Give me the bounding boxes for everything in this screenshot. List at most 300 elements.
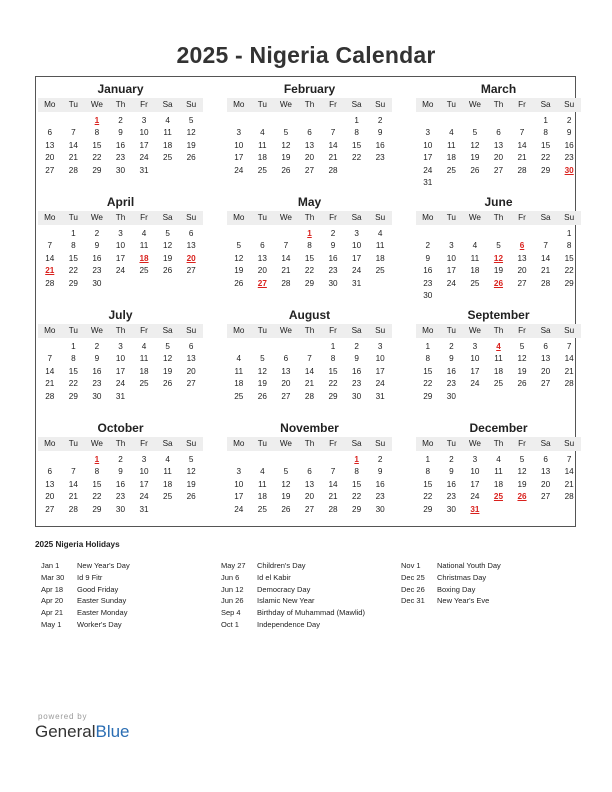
day-cell: 9 xyxy=(449,467,454,477)
weekday-label: Tu xyxy=(257,326,267,335)
day-cell: 28 xyxy=(328,504,338,514)
weekday-label: Mo xyxy=(44,100,56,109)
weekday-label: We xyxy=(468,213,481,222)
holiday-date: Jan 1 xyxy=(41,561,60,570)
day-cell: 24 xyxy=(446,278,456,288)
day-cell xyxy=(440,115,464,127)
week-row xyxy=(227,491,392,503)
day-cell: 2 xyxy=(94,229,100,238)
day-cell: 28 xyxy=(45,278,55,288)
day-cell: 22 xyxy=(423,379,433,389)
day-cell: 3 xyxy=(449,241,454,251)
day-cell: 5 xyxy=(472,128,478,138)
day-cell: 1 xyxy=(354,116,359,125)
day-cell: 21 xyxy=(68,492,78,502)
week-row xyxy=(416,466,581,478)
week-row xyxy=(227,341,392,353)
week-row xyxy=(38,491,203,503)
weekday-label: Fr xyxy=(329,100,337,109)
day-cell: 12 xyxy=(517,354,527,364)
day-cell: 17 xyxy=(115,366,126,376)
day-cell: 12 xyxy=(186,128,196,138)
day-cell: 13 xyxy=(281,366,291,376)
day-cell: 14 xyxy=(517,140,527,150)
weekday-label: Mo xyxy=(233,213,245,222)
month-name: December xyxy=(469,421,528,435)
week-row xyxy=(38,479,203,491)
day-cell: 28 xyxy=(564,379,574,389)
week-row xyxy=(38,353,203,365)
day-cell: 18 xyxy=(163,140,173,150)
holiday-row xyxy=(41,595,130,607)
weekday-label: Fr xyxy=(518,439,526,448)
day-cell: 14 xyxy=(45,366,55,376)
day-cell xyxy=(156,391,180,403)
day-cell: 8 xyxy=(566,241,572,251)
day-cell: 16 xyxy=(423,266,433,276)
day-cell xyxy=(227,115,251,127)
month-name: April xyxy=(106,195,135,209)
day-cell: 9 xyxy=(330,241,336,251)
day-cell: 31 xyxy=(352,278,362,288)
day-cell: 17 xyxy=(234,153,244,163)
day-cell: 13 xyxy=(45,479,55,489)
day-cell: 6 xyxy=(543,455,548,464)
day-cell: 11 xyxy=(163,128,172,138)
holiday-column-3 xyxy=(401,560,501,607)
week-row xyxy=(416,278,581,290)
weekday-label: Mo xyxy=(233,326,245,335)
weekday-header xyxy=(38,98,203,112)
day-cell: 22 xyxy=(304,266,315,276)
day-cell: 20 xyxy=(517,266,527,276)
holiday-name: Good Friday xyxy=(77,584,119,594)
day-cell: 4 xyxy=(141,229,147,238)
day-cell: 5 xyxy=(260,354,265,364)
day-cell xyxy=(416,115,440,127)
day-cell: 15 xyxy=(68,366,78,376)
day-cell: 21 xyxy=(304,379,315,389)
day-cell: 7 xyxy=(307,354,312,364)
day-cell xyxy=(463,391,487,403)
day-cell: 13 xyxy=(304,140,315,150)
day-cell xyxy=(38,454,62,466)
week-row xyxy=(38,454,203,466)
week-row xyxy=(227,504,392,516)
day-cell: 4 xyxy=(141,342,147,351)
week-row xyxy=(38,165,203,177)
day-cell: 16 xyxy=(352,366,362,376)
day-cell: 4 xyxy=(496,455,501,464)
day-cell: 11 xyxy=(258,479,267,489)
day-cell: 12 xyxy=(234,253,244,263)
day-cell xyxy=(345,165,369,177)
holiday-date: Nov 1 xyxy=(401,561,421,570)
week-row xyxy=(227,278,392,290)
week-row xyxy=(416,240,581,252)
day-cell: 16 xyxy=(564,140,574,150)
day-cell: 20 xyxy=(304,492,315,502)
holiday-day-cell: 20 xyxy=(186,253,196,263)
month-name: September xyxy=(467,308,530,322)
day-cell: 26 xyxy=(257,391,267,401)
day-cell xyxy=(227,454,251,466)
month-june xyxy=(416,193,581,302)
weekday-label: Fr xyxy=(329,213,337,222)
day-cell: 24 xyxy=(115,266,126,276)
week-row xyxy=(227,378,392,390)
day-cell: 5 xyxy=(519,342,525,351)
weekday-label: Fr xyxy=(329,326,337,335)
week-row xyxy=(227,466,392,478)
day-cell: 31 xyxy=(375,391,385,401)
weekday-label: We xyxy=(279,326,292,335)
day-cell xyxy=(487,115,511,127)
day-cell: 11 xyxy=(494,354,503,364)
day-cell: 3 xyxy=(425,128,431,138)
weekday-label: We xyxy=(468,100,481,109)
day-cell: 24 xyxy=(139,153,149,163)
day-cell: 9 xyxy=(94,241,100,251)
day-cell xyxy=(534,228,558,240)
day-cell: 23 xyxy=(328,266,338,276)
day-cell: 22 xyxy=(68,266,78,276)
weekday-label: We xyxy=(279,439,292,448)
month-may xyxy=(227,193,392,290)
day-cell: 19 xyxy=(186,479,196,489)
holiday-date: Apr 18 xyxy=(41,584,64,594)
day-cell: 23 xyxy=(375,492,385,502)
day-cell: 12 xyxy=(517,467,527,477)
holiday-day-cell: 4 xyxy=(496,342,501,351)
month-name: February xyxy=(283,82,336,96)
month-march xyxy=(416,80,581,189)
day-cell: 29 xyxy=(564,278,574,288)
holiday-row xyxy=(221,560,365,572)
day-cell: 15 xyxy=(352,140,362,150)
day-cell: 4 xyxy=(165,116,170,125)
day-cell: 9 xyxy=(377,467,383,477)
day-cell: 29 xyxy=(92,165,102,175)
day-cell: 28 xyxy=(45,391,55,401)
day-cell: 5 xyxy=(496,241,501,251)
day-cell: 11 xyxy=(494,467,503,477)
weekday-label: Fr xyxy=(140,100,148,109)
day-cell: 10 xyxy=(375,354,385,364)
day-cell: 8 xyxy=(425,354,431,364)
week-row xyxy=(38,366,203,378)
day-cell: 16 xyxy=(446,366,456,376)
powered-by-label: powered by xyxy=(38,712,88,721)
day-cell: 28 xyxy=(281,278,291,288)
week-row xyxy=(227,454,392,466)
weekday-label: We xyxy=(279,213,292,222)
day-cell: 16 xyxy=(446,479,456,489)
week-row xyxy=(227,479,392,491)
holiday-name: Easter Sunday xyxy=(77,596,127,606)
weekday-label: We xyxy=(90,100,103,109)
day-cell: 18 xyxy=(163,479,173,489)
day-cell: 23 xyxy=(446,492,456,502)
week-row xyxy=(38,240,203,252)
weekday-label: Sa xyxy=(162,100,173,109)
day-cell: 11 xyxy=(375,241,385,251)
day-cell: 16 xyxy=(375,140,385,150)
week-row xyxy=(227,391,392,403)
day-cell xyxy=(179,278,203,290)
holiday-day-cell: 6 xyxy=(519,241,525,251)
weekday-label: Th xyxy=(493,100,504,109)
week-row xyxy=(416,253,581,265)
week-row xyxy=(227,140,392,152)
holiday-date: Mar 30 xyxy=(41,572,65,582)
day-cell xyxy=(487,504,511,516)
week-row xyxy=(38,265,203,277)
day-cell: 26 xyxy=(517,379,527,389)
holiday-date: Dec 26 xyxy=(401,584,425,594)
day-cell xyxy=(179,504,203,516)
day-cell: 17 xyxy=(352,253,362,263)
day-cell: 6 xyxy=(188,342,194,351)
day-cell: 13 xyxy=(257,253,267,263)
month-november xyxy=(227,419,392,516)
weekday-header xyxy=(416,324,581,338)
week-row xyxy=(38,228,203,240)
day-cell: 25 xyxy=(139,266,149,276)
holiday-day-cell: 21 xyxy=(45,266,55,276)
day-cell: 25 xyxy=(163,153,173,163)
week-row xyxy=(416,152,581,164)
day-cell: 26 xyxy=(186,492,196,502)
day-cell: 25 xyxy=(493,379,504,389)
day-cell: 2 xyxy=(118,116,123,125)
holiday-name: Easter Monday xyxy=(77,608,128,618)
day-cell: 14 xyxy=(564,467,574,477)
day-cell: 20 xyxy=(541,366,551,376)
weekday-label: Mo xyxy=(422,326,434,335)
day-cell: 20 xyxy=(257,266,267,276)
day-cell: 16 xyxy=(92,253,102,263)
day-cell: 27 xyxy=(304,504,315,514)
day-cell: 27 xyxy=(493,165,504,175)
weekday-label: Tu xyxy=(446,439,456,448)
weekday-label: Sa xyxy=(540,213,551,222)
day-cell xyxy=(274,341,298,353)
day-cell: 13 xyxy=(493,140,504,150)
day-cell: 18 xyxy=(139,366,149,376)
day-cell: 25 xyxy=(139,379,149,389)
day-cell: 20 xyxy=(281,379,291,389)
day-cell xyxy=(179,391,203,403)
day-cell: 18 xyxy=(375,253,385,263)
day-cell xyxy=(487,177,511,189)
day-cell: 3 xyxy=(236,128,242,138)
day-cell: 5 xyxy=(188,116,194,125)
weekday-label: Tu xyxy=(68,100,78,109)
day-cell xyxy=(510,228,534,240)
week-row xyxy=(227,115,392,127)
month-name: January xyxy=(97,82,144,96)
weekday-label: Mo xyxy=(422,100,434,109)
day-cell: 27 xyxy=(45,165,55,175)
weekday-label: We xyxy=(90,326,103,335)
day-cell: 15 xyxy=(68,253,78,263)
day-cell: 20 xyxy=(493,153,504,163)
day-cell: 20 xyxy=(541,479,551,489)
day-cell: 22 xyxy=(92,153,102,163)
day-cell: 13 xyxy=(186,241,196,251)
day-cell: 19 xyxy=(163,253,173,263)
day-cell: 13 xyxy=(45,140,55,150)
day-cell xyxy=(557,504,581,516)
day-cell: 28 xyxy=(541,278,551,288)
day-cell xyxy=(251,341,275,353)
day-cell: 21 xyxy=(328,153,338,163)
weekday-label: Th xyxy=(115,100,126,109)
holiday-day-cell: 1 xyxy=(94,116,100,125)
day-cell: 14 xyxy=(68,479,78,489)
brand-general: General xyxy=(35,722,96,741)
weekday-label: Fr xyxy=(518,326,526,335)
day-cell: 4 xyxy=(165,455,170,464)
month-name: October xyxy=(97,421,144,435)
weekday-label: Su xyxy=(375,100,386,109)
day-cell: 5 xyxy=(188,455,194,464)
day-cell xyxy=(179,165,203,177)
day-cell: 27 xyxy=(541,379,551,389)
holiday-row xyxy=(41,607,130,619)
day-cell: 27 xyxy=(517,278,527,288)
day-cell: 29 xyxy=(541,165,551,175)
weekday-label: We xyxy=(468,439,481,448)
day-cell: 2 xyxy=(330,229,336,238)
day-cell: 18 xyxy=(446,153,456,163)
day-cell: 21 xyxy=(564,479,574,489)
day-cell: 30 xyxy=(115,504,126,514)
holiday-name: Id 9 Fitr xyxy=(77,572,103,582)
day-cell xyxy=(416,228,440,240)
month-august xyxy=(227,306,392,403)
weekday-label: Sa xyxy=(540,439,551,448)
weekday-label: Mo xyxy=(44,439,56,448)
weekday-label: Sa xyxy=(351,100,362,109)
day-cell: 21 xyxy=(68,153,78,163)
holiday-date: May 1 xyxy=(41,619,62,629)
day-cell: 21 xyxy=(281,266,291,276)
weekday-label: Sa xyxy=(162,439,173,448)
day-cell: 5 xyxy=(283,467,289,477)
day-cell: 7 xyxy=(543,241,548,251)
weekday-label: Fr xyxy=(140,439,148,448)
holiday-name: Boxing Day xyxy=(437,584,476,594)
day-cell: 7 xyxy=(330,128,336,138)
day-cell: 23 xyxy=(423,278,433,288)
day-cell: 9 xyxy=(118,467,123,477)
day-cell xyxy=(62,115,86,127)
day-cell: 15 xyxy=(423,366,433,376)
day-cell: 1 xyxy=(71,342,76,351)
day-cell: 25 xyxy=(257,504,267,514)
day-cell: 25 xyxy=(163,492,173,502)
weekday-label: We xyxy=(468,326,481,335)
holiday-row xyxy=(41,572,130,584)
holiday-row xyxy=(401,560,501,572)
day-cell: 31 xyxy=(139,165,149,175)
day-cell: 15 xyxy=(352,479,362,489)
day-cell: 13 xyxy=(541,467,551,477)
day-cell: 19 xyxy=(470,153,480,163)
weekday-label: Su xyxy=(564,326,575,335)
day-cell: 12 xyxy=(257,366,267,376)
weekday-label: Th xyxy=(304,439,315,448)
week-row xyxy=(227,127,392,139)
holiday-date: Apr 20 xyxy=(41,596,64,606)
generalblue-logo[interactable] xyxy=(35,722,130,742)
day-cell: 4 xyxy=(260,467,265,477)
holiday-date: Dec 25 xyxy=(401,572,425,582)
day-cell: 3 xyxy=(141,455,147,464)
day-cell: 15 xyxy=(564,253,574,263)
day-cell xyxy=(298,341,322,353)
weekday-label: Tu xyxy=(68,326,78,335)
week-row xyxy=(38,504,203,516)
day-cell: 12 xyxy=(281,140,291,150)
day-cell xyxy=(321,115,345,127)
weekday-header xyxy=(38,324,203,338)
day-cell: 8 xyxy=(354,128,359,138)
weekday-label: Tu xyxy=(446,213,456,222)
weekday-header xyxy=(416,98,581,112)
day-cell: 24 xyxy=(234,165,244,175)
day-cell: 19 xyxy=(517,479,527,489)
holiday-day-cell: 1 xyxy=(307,229,312,238)
holiday-day-cell: 12 xyxy=(493,253,504,263)
day-cell: 8 xyxy=(71,354,76,364)
week-row xyxy=(38,391,203,403)
day-cell: 14 xyxy=(328,140,338,150)
day-cell: 6 xyxy=(260,241,265,251)
week-row xyxy=(416,127,581,139)
day-cell xyxy=(251,228,275,240)
day-cell: 11 xyxy=(447,140,456,150)
day-cell: 21 xyxy=(541,266,551,276)
day-cell: 8 xyxy=(71,241,76,251)
day-cell: 24 xyxy=(115,379,126,389)
day-cell: 10 xyxy=(139,128,149,138)
holiday-row xyxy=(221,584,365,596)
weekday-label: Mo xyxy=(422,213,434,222)
day-cell: 18 xyxy=(257,492,267,502)
day-cell: 17 xyxy=(446,266,456,276)
day-cell xyxy=(251,115,275,127)
holiday-name: Children's Day xyxy=(257,561,306,570)
weekday-label: We xyxy=(90,213,103,222)
day-cell: 15 xyxy=(541,140,551,150)
weekday-header xyxy=(38,211,203,225)
day-cell: 6 xyxy=(283,354,289,364)
weekday-label: We xyxy=(279,100,292,109)
week-row xyxy=(416,353,581,365)
day-cell xyxy=(227,228,251,240)
day-cell: 20 xyxy=(45,492,55,502)
weekday-label: Th xyxy=(304,213,315,222)
day-cell: 3 xyxy=(472,455,478,464)
weekday-label: Tu xyxy=(257,100,267,109)
holiday-name: Christmas Day xyxy=(437,572,487,582)
day-cell: 7 xyxy=(283,241,289,251)
day-cell: 25 xyxy=(234,391,244,401)
day-cell: 28 xyxy=(304,391,315,401)
